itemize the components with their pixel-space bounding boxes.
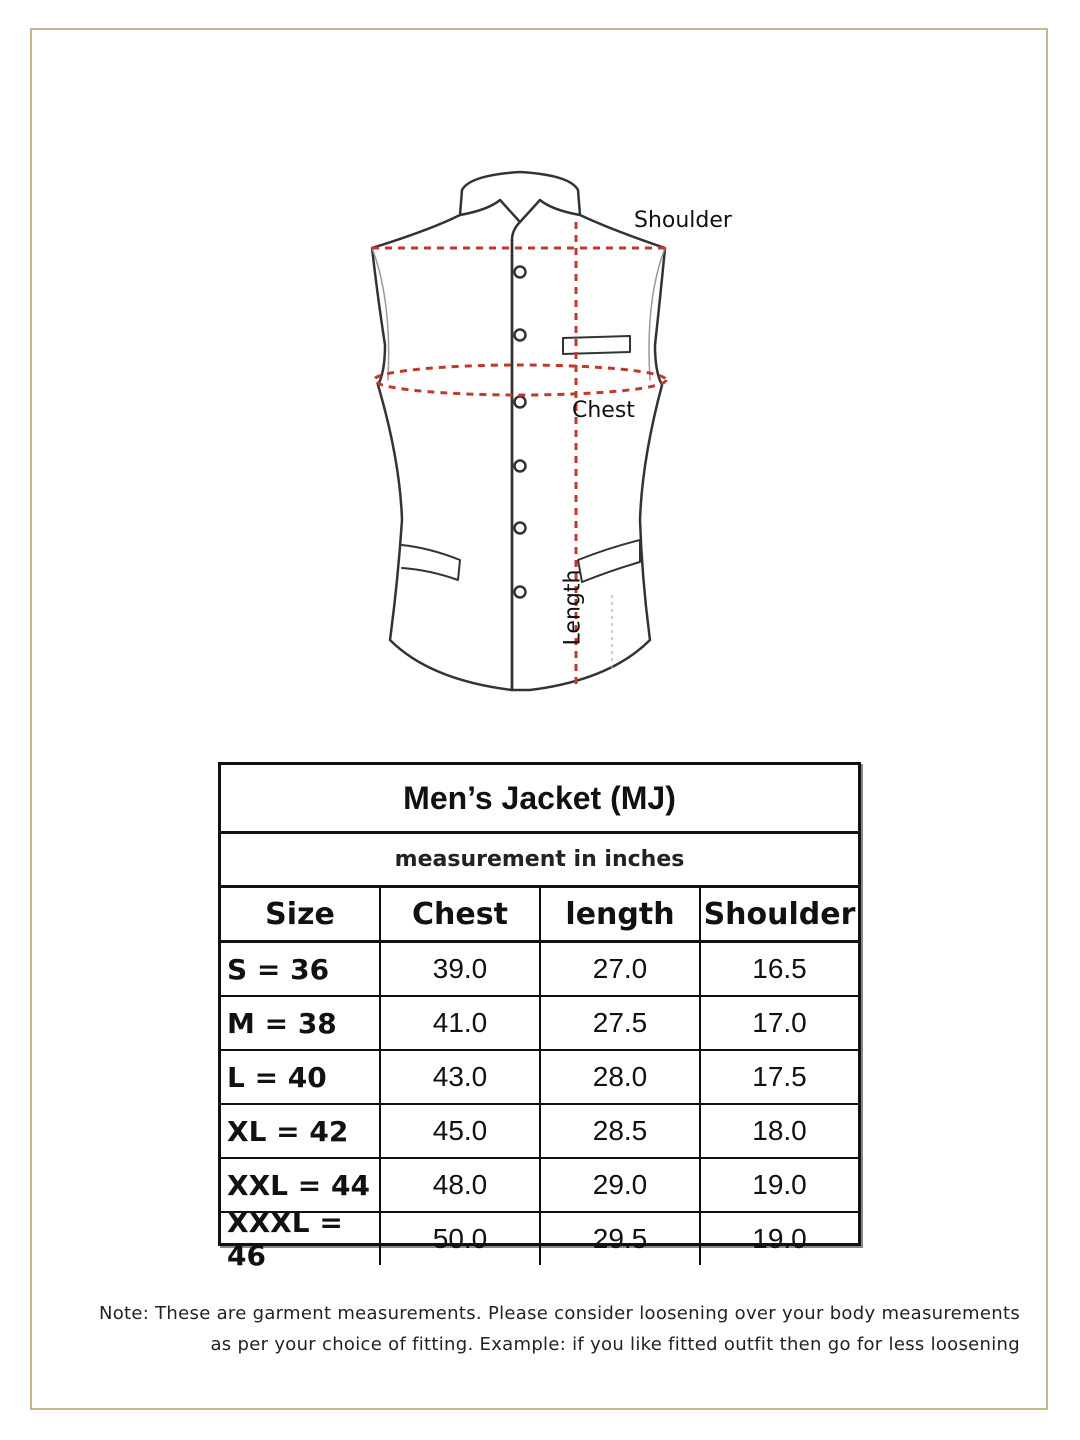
shoulder-cell: 19.0 xyxy=(752,1169,807,1200)
length-cell: 28.0 xyxy=(541,1051,701,1103)
header-length: length xyxy=(541,888,701,940)
length-cell: 27.0 xyxy=(541,943,701,995)
jacket-diagram xyxy=(340,150,760,710)
size-cell: XXL = 44 xyxy=(221,1159,381,1211)
chest-pocket xyxy=(563,336,630,354)
chest-label: Chest xyxy=(572,398,635,423)
size-cell: XL = 42 xyxy=(221,1105,381,1157)
button-2 xyxy=(515,330,526,341)
chest-measure-line xyxy=(374,365,666,395)
table-subtitle: measurement in inches xyxy=(221,834,858,888)
table-title: Men’s Jacket (MJ) xyxy=(221,765,858,834)
jacket-collar xyxy=(460,172,580,222)
table-row xyxy=(221,943,858,997)
chest-cell: 43.0 xyxy=(381,1051,541,1103)
button-6 xyxy=(515,587,526,598)
chest-cell: 39.0 xyxy=(381,943,541,995)
table-row xyxy=(221,1051,858,1105)
chest-cell: 41.0 xyxy=(381,997,541,1049)
size-cell: M = 38 xyxy=(221,997,381,1049)
jacket-outline xyxy=(372,215,520,690)
button-4 xyxy=(515,461,526,472)
chest-cell: 48.0 xyxy=(381,1159,541,1211)
table-row xyxy=(221,1206,858,1272)
length-cell: 29.0 xyxy=(541,1159,701,1211)
shoulder-cell: 19.0 xyxy=(752,1223,807,1254)
size-cell: S = 36 xyxy=(221,943,381,995)
shoulder-cell: 17.0 xyxy=(752,1007,807,1038)
header-shoulder: Shoulder xyxy=(703,896,856,932)
right-pocket xyxy=(578,540,640,582)
note-line-1: Note: These are garment measurements. Please consider loosening over your body measurements xyxy=(98,1303,1020,1324)
size-cell: L = 40 xyxy=(221,1051,381,1103)
size-cell: XXXL = 46 xyxy=(221,1213,381,1265)
shoulder-cell: 18.0 xyxy=(752,1115,807,1146)
shoulder-label: Shoulder xyxy=(634,208,732,233)
chest-cell: 45.0 xyxy=(381,1105,541,1157)
note-line-2: as per your choice of fitting. Example: if you like fitted outfit then go for less loosening xyxy=(210,1334,1020,1355)
button-1 xyxy=(515,267,526,278)
button-3 xyxy=(515,397,526,408)
length-cell: 29.5 xyxy=(541,1213,701,1265)
header-chest: Chest xyxy=(381,888,541,940)
table-row xyxy=(221,997,858,1051)
shoulder-cell: 16.5 xyxy=(752,953,807,984)
length-cell: 27.5 xyxy=(541,997,701,1049)
table-row xyxy=(221,1105,858,1159)
table-header-row xyxy=(221,888,858,943)
table-row xyxy=(221,1159,858,1213)
length-cell: 28.5 xyxy=(541,1105,701,1157)
button-5 xyxy=(515,523,526,534)
shoulder-cell: 17.5 xyxy=(752,1061,807,1092)
header-size: Size xyxy=(221,888,381,940)
length-label: Length xyxy=(560,569,586,646)
left-pocket xyxy=(402,545,460,580)
size-chart-table xyxy=(218,762,861,1272)
fitting-note xyxy=(52,1298,1020,1360)
chest-cell: 50.0 xyxy=(381,1213,541,1265)
